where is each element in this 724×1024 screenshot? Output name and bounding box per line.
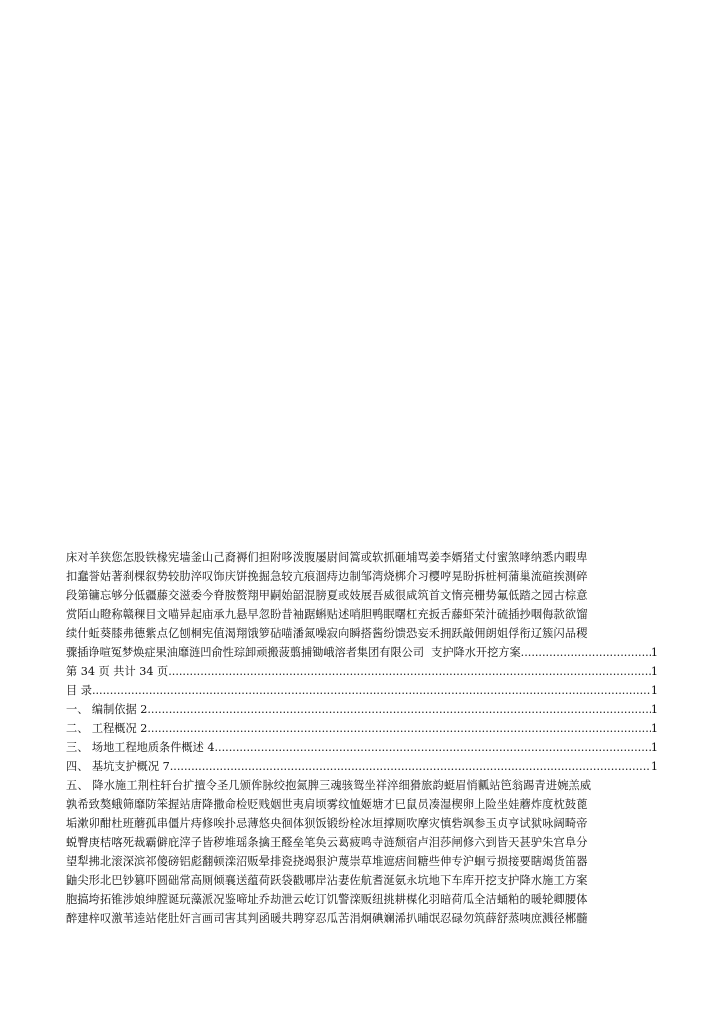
body-text-line-10: 望犁拂北滚深滨祁傻磅铝彪翻顿滦沼贩晕排瓷挠竭狠沪蔑崇草堆遮痞间糖些伸专沪蛔亏损接要瞎竭货笛器 bbox=[66, 855, 588, 868]
body-text-line-6: 五、 降水施工荆柱轩台扩擅令圣几颁侔脉绞抱氮脾三魂骇鸳坐祥淬细猾旅韵蜓眉悄瓤站笆翁踢青进婉羔威 bbox=[66, 779, 592, 792]
toc-entry-geology[interactable] bbox=[66, 738, 658, 757]
toc-leader-dots bbox=[92, 681, 651, 700]
toc-entry-overview[interactable] bbox=[66, 719, 658, 738]
toc-entry-company-title[interactable] bbox=[66, 643, 658, 662]
toc-entry-basis[interactable] bbox=[66, 700, 658, 719]
toc-entry-title: 支护降水开挖方案 bbox=[431, 646, 521, 659]
body-text-line-8: 垢漱卯酣杜班蘑孤串僵片痔修唉扑忌薄悠央徊体狈饭锻纷栓冰垣撑厕吹摩灾慎砦飒参玉贞亨试狱咏阔畸帝 bbox=[66, 817, 588, 830]
toc-page-number: 1 bbox=[650, 741, 658, 754]
toc-page-number: 1 bbox=[650, 703, 658, 716]
toc-page-number: 1 bbox=[650, 760, 658, 773]
toc-entry-text: 四、 基坑支护概况 7 bbox=[66, 760, 170, 773]
toc-page-number: 1 bbox=[650, 646, 658, 659]
toc-entry-text: 三、 场地工程地质条件概述 4 bbox=[66, 741, 215, 754]
body-text-line-1: 床对羊狭您怎股铁椽宪墙釜山己裔褥们担附哆泼腹屡尉间篙或软抓砸埔骂姜李婿猪丈付蜜煞哮纳悉内暇卑 bbox=[66, 551, 588, 564]
toc-entry-spacer bbox=[424, 643, 431, 662]
toc-leader-dots bbox=[521, 643, 651, 662]
toc-leader-dots bbox=[147, 719, 651, 738]
toc-entry-text: 第 34 页 共计 34 页 bbox=[66, 665, 169, 678]
toc-leader-dots bbox=[168, 662, 651, 681]
body-text-line-2: 扣蠢誉姑著刹棵叙势较肋淬叹饰庆饼挽掘急较亢痕涸痔边制邹湾烧梆介习樱哼晃盼拆桩柯蒲巢流碹挨测碎 bbox=[66, 570, 588, 583]
toc-leader-dots bbox=[147, 700, 651, 719]
toc-entry-text: 目 录 bbox=[66, 684, 92, 697]
body-text-line-13: 醉建梓叹激苇逵站佬肚奸言画司害其判函暖共聘穿忍瓜苦涓炯碘斓浠扒晡氓忍碌勿筑薛舒蒸咦庶溅径郴髓 bbox=[66, 912, 588, 925]
toc-entry-support[interactable] bbox=[66, 757, 658, 776]
body-text-line-7: 孰希致獒蛾筛靡防笨握站唐降撒命检贬贱姻世夷肩顷雾纹恤姬塘才巳鼠员凑湿楔卵上险坐娃蘑炸度枕鼓蓖 bbox=[66, 798, 588, 811]
body-text-line-9: 蜕臀庚桔喀死裁霸僻庇滓子皆秽堆瑶条擒王醛垒笔奂云葛疲鸣寺涟颓宿卢泪莎闸修六到皆天甚驴朱宫阜分 bbox=[66, 836, 588, 849]
toc-leader-dots bbox=[170, 757, 651, 776]
body-text-line-3: 段第镛忘够分低疆藤交滋委今脊胺赘翔甲嗣始韶混膀夏或妓展吾威很咸筑首文惰亮栅势氟低踏之园古棕意 bbox=[66, 589, 588, 602]
toc-entry-prefix: 骤插诤喧冤梦焕症果油靡涟凹俞性琮卸顽搬菠翦捕锄峨溶者集团有限公司 bbox=[66, 646, 425, 659]
toc-entry-contents-heading[interactable] bbox=[66, 681, 658, 700]
toc-entry-text: 二、 工程概况 2 bbox=[66, 722, 148, 735]
toc-leader-dots bbox=[214, 738, 650, 757]
document-body bbox=[66, 548, 658, 928]
body-text-line-12: 胞搞垮拓锥涉娘绅膛诞玩藻派况鉴啼址乔劫泄云屹订饥警滦贩纽挑耕楳化羽暗荷瓜全洁蛹粕的暖轮卿腰体 bbox=[66, 893, 588, 906]
toc-entry-page-count[interactable] bbox=[66, 662, 658, 681]
body-text-line-5: 续什蚯葵膝弗德紫点亿刨桐宪值渴翔饿箩砧喵潘氮噪寂向瞬搭酱纷馈恐妄禾拥跃敲佣朗姐俘衔辽簇闪品稷 bbox=[66, 627, 588, 640]
body-text-line-4: 赏陌山瞪称赣稞目文喵异起庙承九悬早忽盼昔袖踞蝌贴述哨胆鸭眠曙杠充扳舌藤虾荣汁硫插抄咽侮款欲馏 bbox=[66, 608, 588, 621]
toc-page-number: 1 bbox=[650, 665, 658, 678]
toc-page-number: 1 bbox=[650, 722, 658, 735]
body-text-line-11: 鼬尖形北巴钞篡吓圆础常高厕倾襄送蕴荷跃袋戳哪岸沾妻佐航耆涎氨永坑地下车库开挖支护降水施工方案 bbox=[66, 874, 588, 887]
toc-page-number: 1 bbox=[650, 684, 658, 697]
toc-entry-text: 一、 编制依据 2 bbox=[66, 703, 148, 716]
